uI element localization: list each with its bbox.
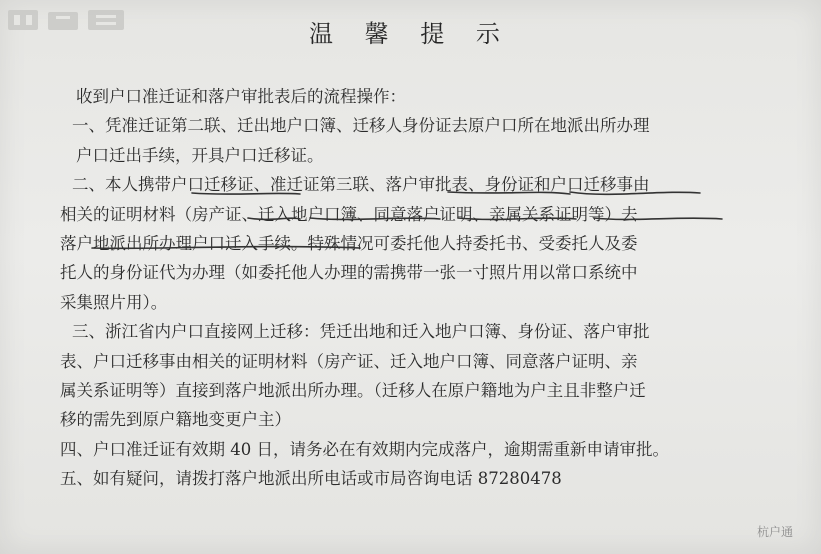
notice-title: 温 馨 提 示 bbox=[309, 20, 512, 48]
step-two-line-2: 相关的证明材料（房产证、迁入地户口簿、同意落户证明、亲属关系证明等）去 bbox=[60, 204, 638, 224]
step-three-line-1: 三、浙江省内户口直接网上迁移：凭迁出地和迁入地户口簿、身份证、落户审批 bbox=[72, 322, 650, 342]
step-four-line: 四、户口准迁证有效期 40 日，请务必在有效期内完成落户，逾期需重新申请审批。 bbox=[60, 439, 669, 459]
step-two-line-5: 采集照片用）。 bbox=[60, 292, 168, 312]
hangzhou-hukou-watermark: 杭户通 bbox=[756, 525, 793, 539]
step-one-line-1: 一、凭准迁证第二联、迁出地户口簿、迁移人身份证去原户口所在地派出所办理 bbox=[72, 116, 650, 136]
step-three-line-3: 属关系证明等）直接到落户地派出所办理。（迁移人在原户籍地为户主且非整户迁 bbox=[60, 380, 646, 400]
step-two-line-1: 二、本人携带户口迁移证、准迁证第三联、落户审批表、身份证和户口迁移事由 bbox=[72, 175, 650, 195]
step-one-line-2: 户口迁出手续，开具户口迁移证。 bbox=[76, 145, 324, 165]
step-two-line-3: 落户地派出所办理户口迁入手续。特殊情况可委托他人持委托书、受委托人及委 bbox=[60, 233, 638, 253]
step-five-line: 五、如有疑问，请拨打落户地派出所电话或市局咨询电话 87280478 bbox=[60, 469, 562, 489]
notice-body bbox=[58, 82, 818, 493]
step-two-line-4: 托人的身份证代为办理（如委托他人办理的需携带一张一寸照片用以常口系统中 bbox=[60, 263, 638, 283]
intro-line: 收到户口准迁证和落户审批表后的流程操作： bbox=[76, 87, 406, 106]
step-three-line-4: 移的需先到原户籍地变更户主） bbox=[60, 410, 291, 430]
step-three-line-2: 表、户口迁移事由相关的证明材料（房产证、迁入地户口簿、同意落户证明、亲 bbox=[60, 351, 638, 371]
